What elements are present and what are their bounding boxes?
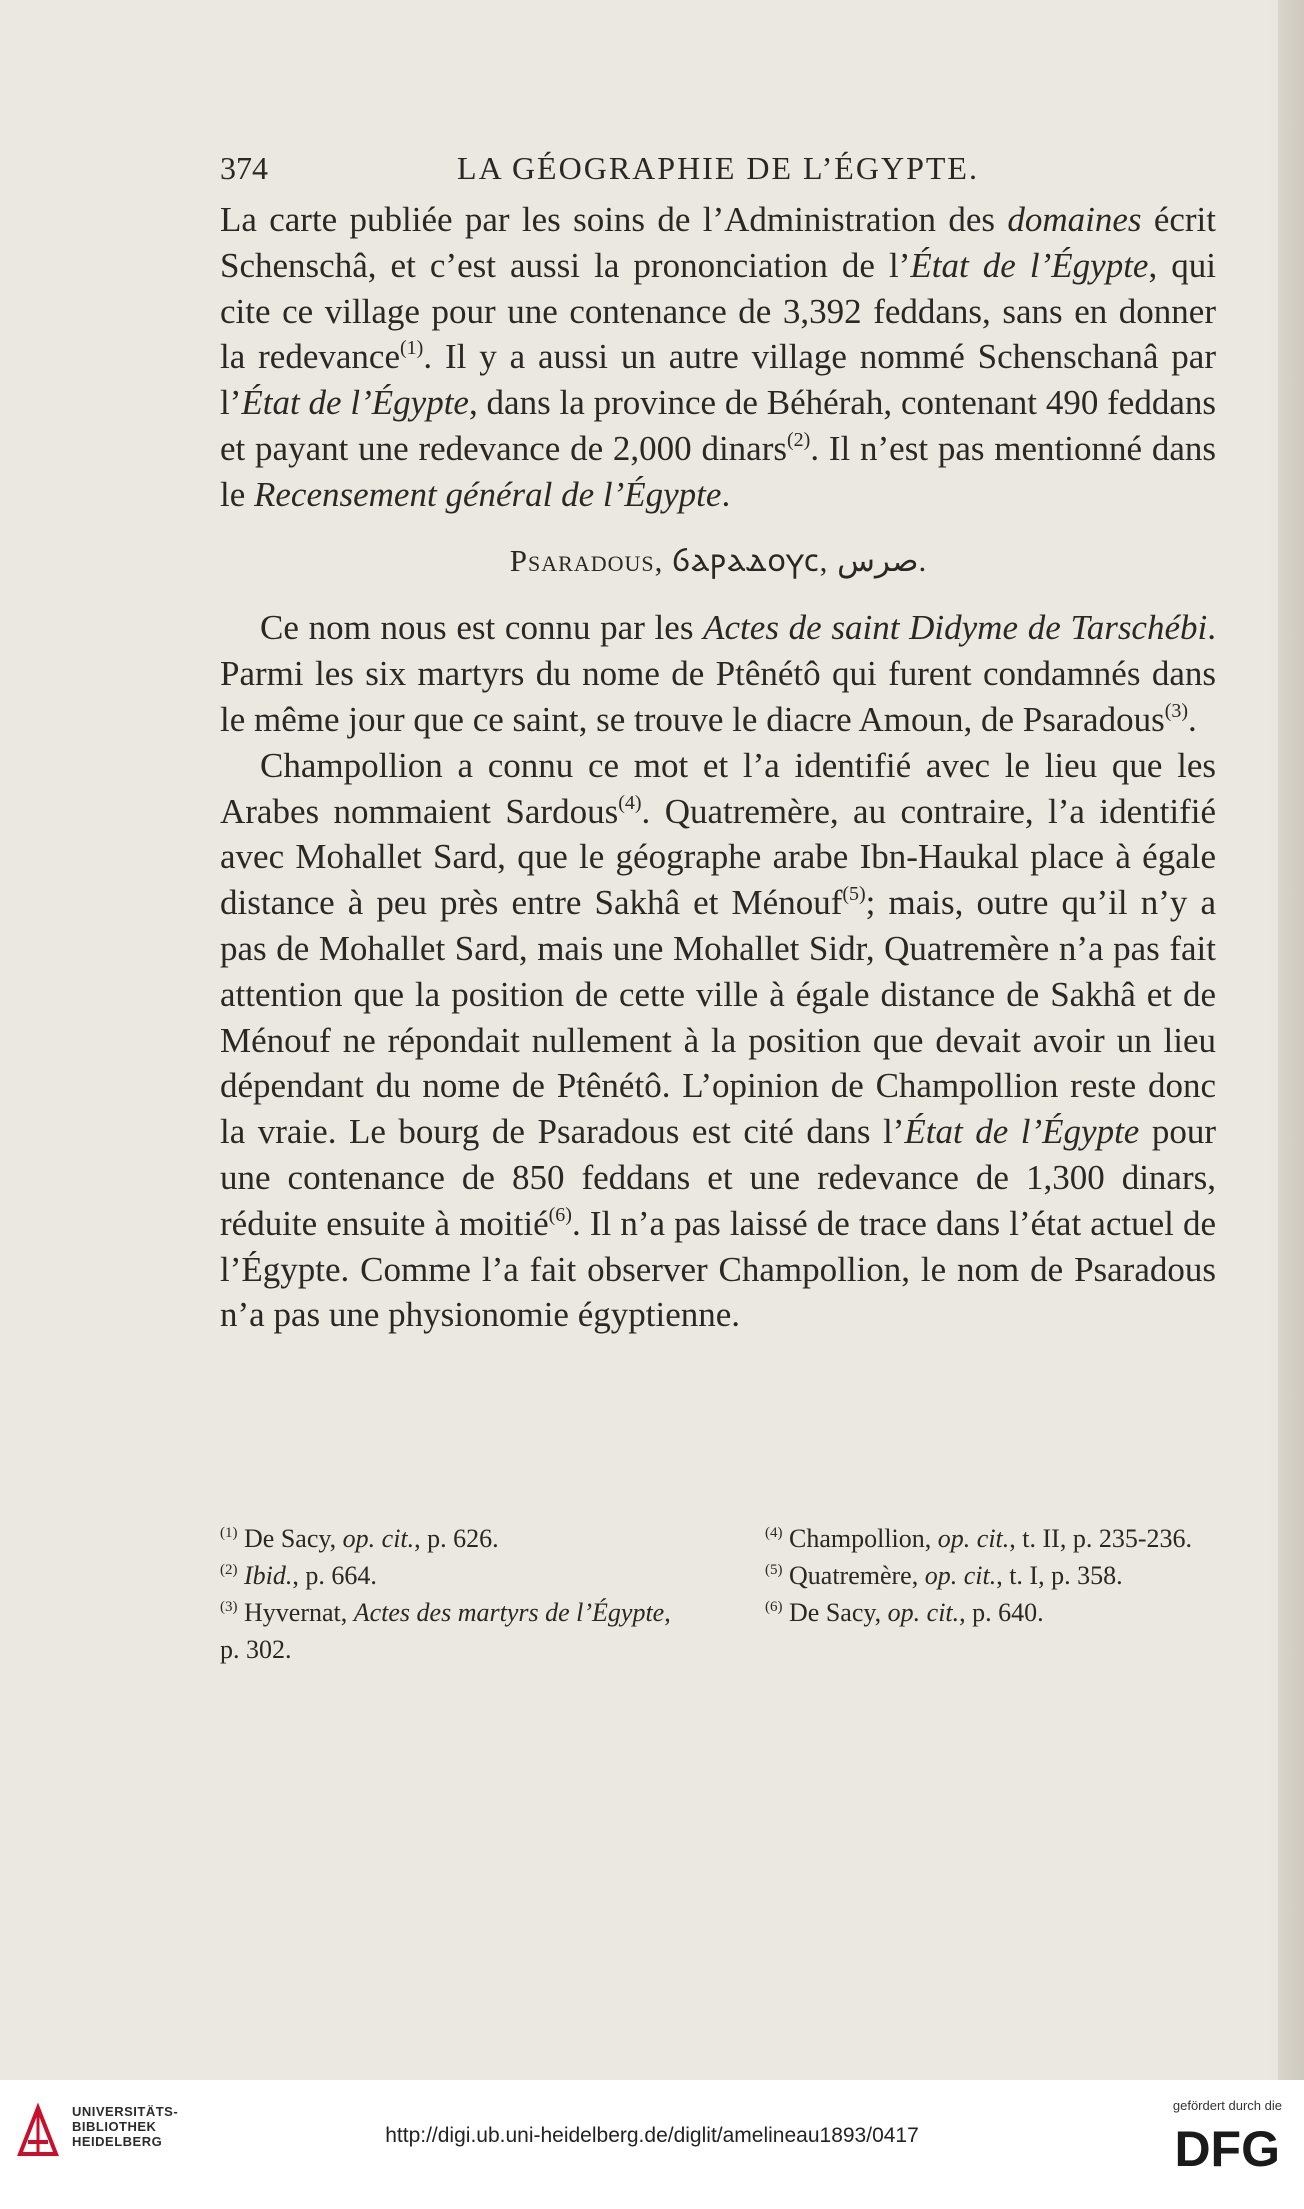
footnote: $^{(3)}$ Hyvernat, Actes des martyrs de l’Égypte, p. 302. bbox=[220, 1598, 671, 1664]
running-title: LA GÉOGRAPHIE DE L’ÉGYPTE. bbox=[457, 150, 979, 186]
footnote-ref: (5) bbox=[842, 883, 866, 906]
footnote: $^{(2)}$ Ibid., p. 664. bbox=[220, 1561, 377, 1590]
section-heading: Psaradous, ⳓⲁⲣⲁⲇⲟⲩⲥ, صرس. bbox=[509, 542, 927, 578]
footnote: $^{(6)}$ De Sacy, op. cit., p. 640. bbox=[765, 1598, 1044, 1627]
footnote-ref: (6) bbox=[548, 1203, 572, 1226]
paragraph: Champollion a connu ce mot et l’a identifié avec le lieu que les Arabes nommaient Sardous$^{(4)}$. Quatremère, au contraire, l’a identifié avec Mohallet Sard, que le géographe arabe Ibn-Haukal place à égale distance à peu près entre Sakhâ et Ménouf$^{(5)}$; mais, outre qu’il n’y a pas de Mohallet Sard, mais une Mohallet Sidr, Quatremère n’a pas fait attention que la position de cette ville à égale distance de Sakhâ et de Ménouf ne répondait nullement à la position que devait avoir un lieu dépendant du nome de Ptênétô. L’opinion de Champollion reste donc la vraie. Le bourg de Psaradous est cité dans l’État de l’Égypte pour une contenance de 850 feddans et une redevance de 1,300 dinars, réduite ensuite à moitié$^{(6)}$. Il n’a pas laissé de trace dans l’état actuel de l’Égypte. Comme l’a fait observer Champollion, le nom de Psaradous n’a pas une physionomie égyptienne. bbox=[220, 745, 1216, 1335]
footnotes-right-column bbox=[765, 1520, 1216, 1631]
coptic-name: ⳓⲁⲣⲁⲇⲟⲩⲥ, bbox=[672, 542, 829, 578]
footnotes-left-column bbox=[220, 1520, 690, 1668]
footnotes bbox=[220, 1520, 1216, 1670]
footnote-ref: (2) bbox=[786, 428, 811, 451]
paragraph: Ce nom nous est connu par les Actes de saint Didyme de Tarschébi. Parmi les six martyrs du nome de Ptênétô qui furent condamnés dans le même jour que ce saint, se trouve le diacre Amoun, de Psaradous$^{(3)}$. bbox=[220, 608, 1216, 739]
footnote-ref: (3) bbox=[1164, 699, 1189, 722]
footnote: $^{(1)}$ De Sacy, op. cit., p. 626. bbox=[220, 1524, 499, 1553]
funding-note: gefördert durch die bbox=[1172, 2098, 1282, 2113]
dfg-logo-text: DFG bbox=[1174, 2121, 1280, 2172]
page-header bbox=[220, 150, 1216, 190]
footnote-ref: (4) bbox=[618, 791, 642, 814]
page-number: 374 bbox=[220, 150, 268, 186]
scan-edge bbox=[1278, 0, 1304, 2080]
footnote: $^{(5)}$ Quatremère, op. cit., t. I, p. 358. bbox=[765, 1561, 1123, 1590]
footnote: $^{(4)}$ Champollion, op. cit., t. II, p. 235-236. bbox=[765, 1524, 1192, 1553]
arabic-name: صرس. bbox=[837, 542, 927, 578]
university-name: UNIVERSITÄTS- BIBLIOTHEK HEIDELBERG bbox=[72, 2104, 179, 2149]
permalink-url[interactable]: http://digi.ub.uni-heidelberg.de/diglit/amelineau1893/0417 bbox=[385, 2124, 919, 2147]
paragraph: La carte publiée par les soins de l’Administration des domaines écrit Schenschâ, et c’est aussi la prononciation de l’État de l’Égypte, qui cite ce village pour une contenance de 3,392 feddans, sans en donner la redevance$^{(1)}$. Il y a aussi un autre village nommé Schenschanâ par l’État de l’Égypte, dans la province de Béhérah, contenant 490 feddans et payant une redevance de 2,000 dinars$^{(2)}$. Il n’est pas mentionné dans le Recensement général de l’Égypte. bbox=[220, 200, 1216, 514]
body-text bbox=[220, 197, 1216, 1338]
footnote-ref: (1) bbox=[399, 337, 424, 360]
digitization-footer bbox=[0, 2080, 1304, 2209]
dfg-logo bbox=[1162, 2120, 1282, 2172]
